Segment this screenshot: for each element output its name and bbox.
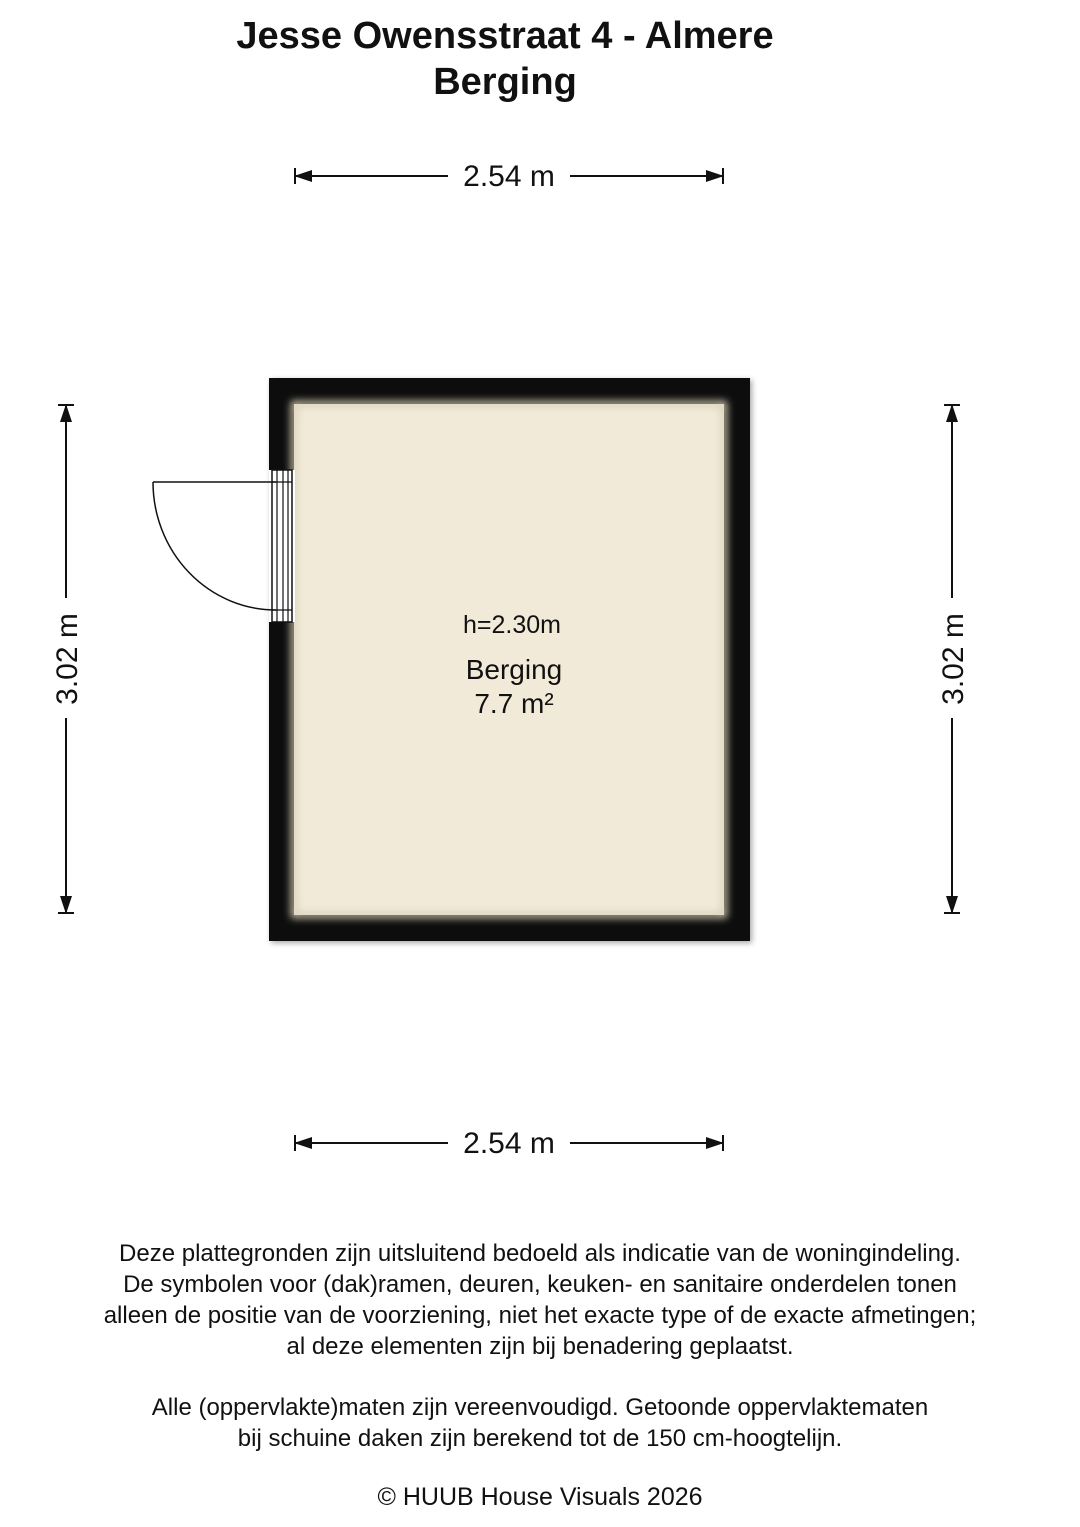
dimension-arrow-icon	[60, 896, 72, 914]
disclaimer-paragraph-1	[0, 1238, 1080, 1362]
dimension-bottom	[294, 1127, 724, 1160]
dimension-left	[51, 404, 84, 914]
plan-title-floor: Berging	[433, 61, 577, 103]
dimension-right-label: 3.02 m	[937, 613, 970, 705]
dimension-arrow-icon	[60, 404, 72, 422]
dimension-arrow-icon	[706, 170, 724, 182]
disclaimer-line: al deze elementen zijn bij benadering geplaatst.	[286, 1333, 794, 1360]
dimension-left-label: 3.02 m	[51, 613, 84, 705]
copyright-notice: © HUUB House Visuals 2026	[377, 1483, 703, 1511]
room-height: h=2.30m	[463, 611, 561, 639]
door	[153, 470, 295, 622]
dimension-arrow-icon	[294, 1137, 312, 1149]
dimension-arrow-icon	[946, 404, 958, 422]
disclaimer-line: bij schuine daken zijn berekend tot de 150 cm-hoogtelijn.	[237, 1425, 843, 1452]
disclaimer-line: Alle (oppervlakte)maten zijn vereenvoudigd. Getoonde oppervlaktematen	[151, 1394, 929, 1421]
dimension-top-label: 2.54 m	[463, 160, 555, 193]
dimension-arrow-icon	[706, 1137, 724, 1149]
disclaimer-paragraph-2	[0, 1392, 1080, 1454]
dimension-bottom-label: 2.54 m	[463, 1127, 555, 1160]
disclaimer-line: Deze plattegronden zijn uitsluitend bedoeld als indicatie van de woningindeling.	[119, 1240, 961, 1267]
plan-title-address: Jesse Owensstraat 4 - Almere	[236, 15, 774, 57]
dimension-right	[937, 404, 970, 914]
disclaimer-line: alleen de positie van de voorziening, niet het exacte type of de exacte afmetingen;	[103, 1302, 977, 1329]
disclaimer-line: De symbolen voor (dak)ramen, deuren, keuken- en sanitaire onderdelen tonen	[123, 1271, 957, 1298]
dimension-arrow-icon	[946, 896, 958, 914]
room-berging	[153, 378, 750, 941]
dimension-top	[294, 160, 724, 193]
room-area: 7.7 m²	[474, 688, 554, 719]
dimension-arrow-icon	[294, 170, 312, 182]
door-swing-icon	[153, 482, 276, 610]
room-name: Berging	[465, 654, 563, 685]
